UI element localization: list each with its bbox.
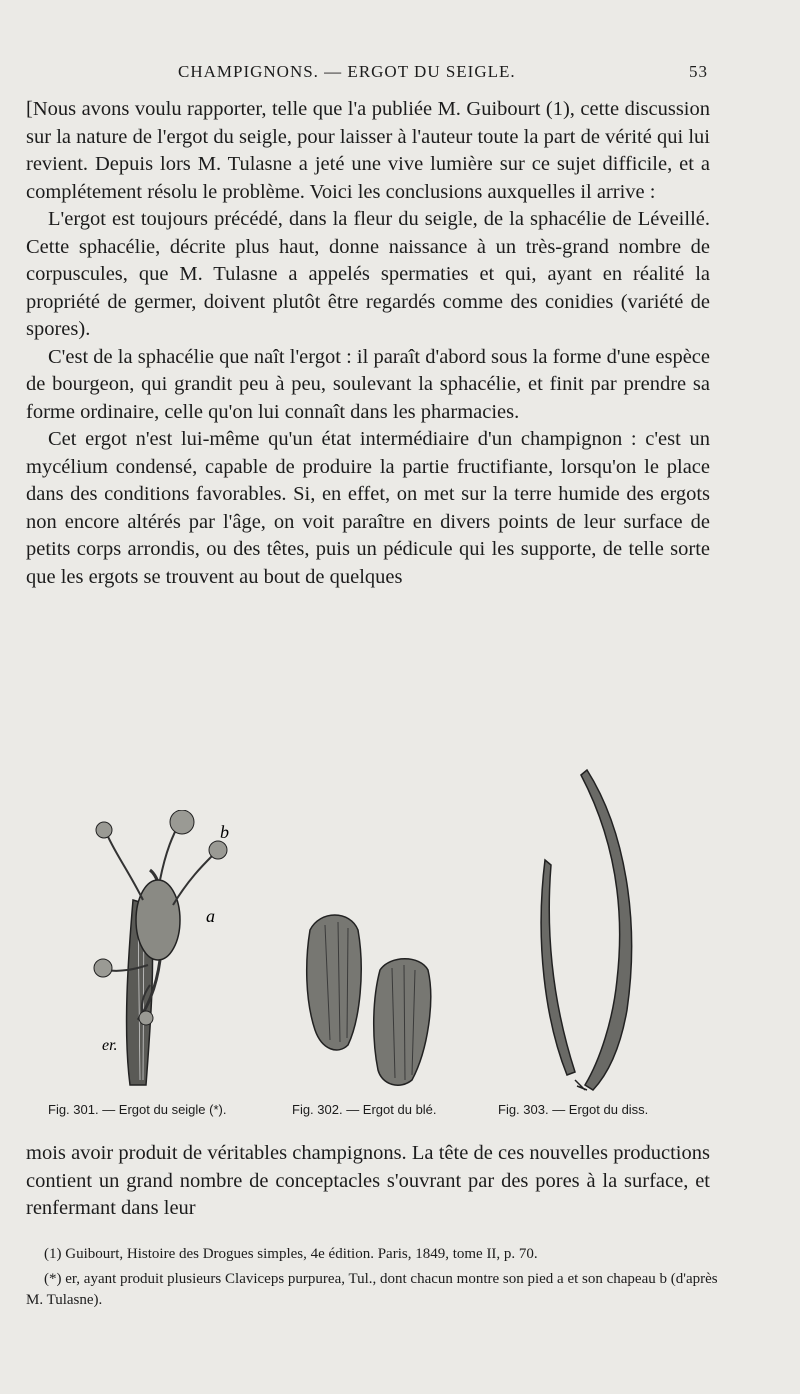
label-a: a	[206, 906, 215, 926]
label-b: b	[220, 822, 229, 842]
figures	[0, 760, 800, 1100]
paragraph: L'ergot est toujours précédé, dans la fleur du seigle, de la sphacélie de Léveillé. Cette sphacélie, décrite plus haut, donne naissance à un très-grand nombre de corpuscules, que M. Tulasne a appelés spermaties et qui, ayant en réalité la propriété de germer, doivent plutôt être regardés comme des conidies (variété de spores).	[26, 208, 710, 340]
figure-301-illustration	[88, 810, 248, 1095]
label-er: er.	[102, 1037, 118, 1054]
continuation-text: mois avoir produit de véritables champignons. La tête de ces nouvelles productions contient un grand nombre de conceptacles s'ouvrant par des pores à la surface, et renfermant dans leur	[26, 1142, 710, 1219]
footnotes	[26, 1244, 726, 1315]
header-title: CHAMPIGNONS. — ERGOT DU SEIGLE.	[178, 62, 516, 81]
footnote: (1) Guibourt, Histoire des Drogues simples, 4e édition. Paris, 1849, tome II, p. 70.	[44, 1246, 538, 1262]
footnote: (*) er, ayant produit plusieurs Claviceps purpurea, Tul., dont chacun montre son pied a et son chapeau b (d'après M. Tulasne).	[26, 1271, 718, 1308]
page-number: 53	[689, 62, 708, 81]
caption-fig-301: Fig. 301. — Ergot du seigle (*).	[48, 1102, 227, 1117]
figure-303-illustration	[515, 760, 655, 1095]
paragraph: Cet ergot n'est lui-même qu'un état intermédiaire d'un champignon : c'est un mycélium condensé, capable de produire la partie fructifiante, lorsqu'on le place dans des conditions favorables. Si, en effet, on met sur la terre humide des ergots non encore altérés par l'âge, on voit paraître en divers points de leur surface de petits corps arrondis, ou des têtes, puis un pédicule qui les supporte, de telle sorte que les ergots se trouvent au bout de quelques	[26, 428, 710, 588]
paragraph: [Nous avons voulu rapporter, telle que l'a publiée M. Guibourt (1), cette discussion sur la nature de l'ergot du seigle, pour laisser à l'auteur toute la part de vérité qui lui revient. Depuis lors M. Tulasne a jeté une vive lumière sur ce sujet difficile, et a complétement résolu le problème. Voici les conclusions auxquelles il arrive :	[26, 98, 710, 203]
main-text	[26, 96, 710, 591]
paragraph: C'est de la sphacélie que naît l'ergot : il paraît d'abord sous la forme d'une espèce de bourgeon, qui grandit peu à peu, soulevant la sphacélie, et finit par prendre sa forme ordinaire, celle qu'on lui connaît dans les pharmacies.	[26, 345, 710, 423]
caption-fig-303: Fig. 303. — Ergot du diss.	[498, 1102, 649, 1117]
figure-302-illustration	[300, 910, 445, 1090]
caption-fig-302: Fig. 302. — Ergot du blé.	[292, 1102, 437, 1117]
running-header	[0, 62, 800, 90]
